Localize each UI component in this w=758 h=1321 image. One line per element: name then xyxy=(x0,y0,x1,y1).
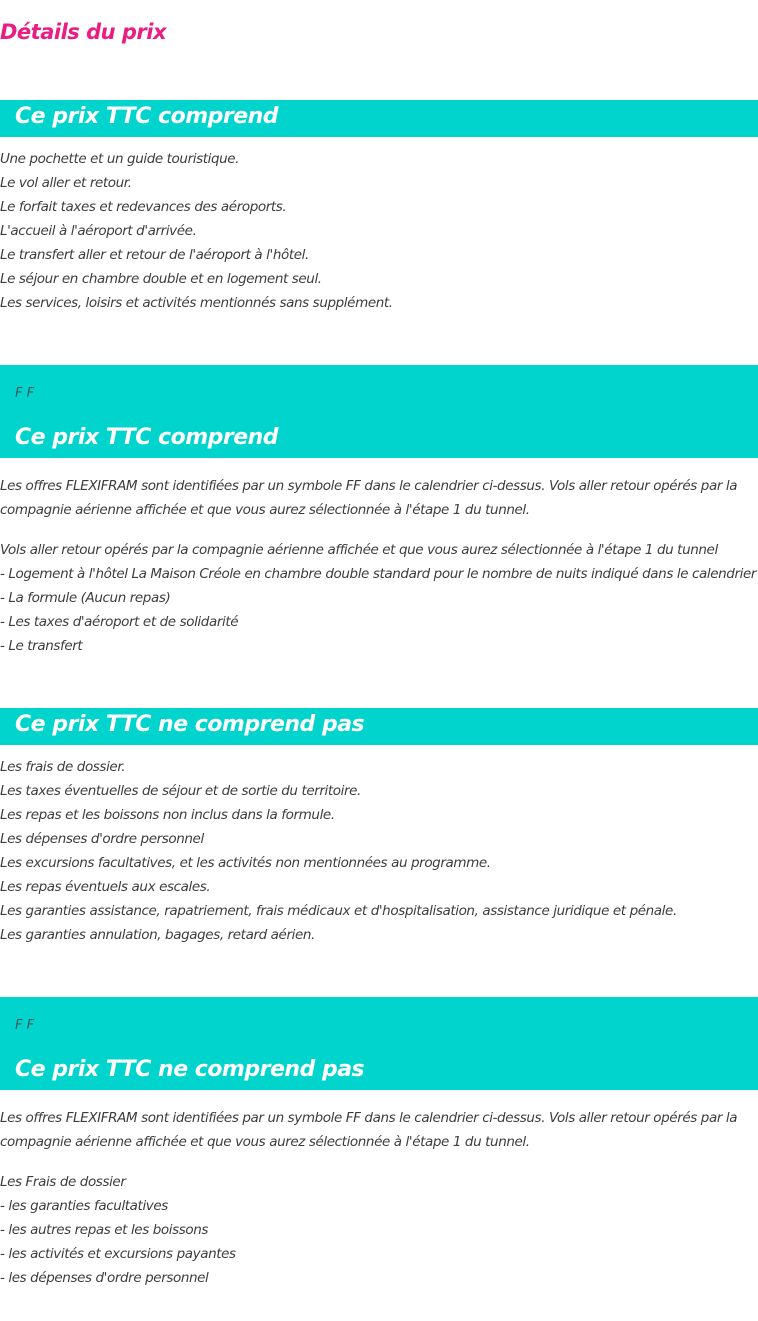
flexifram-not-included-list xyxy=(0,1170,752,1290)
list-item: - les activités et excursions payantes xyxy=(0,1246,236,1262)
list-item: Les repas et les boissons non inclus dans la formule. xyxy=(0,807,335,823)
list-item: - les dépenses d'ordre personnel xyxy=(0,1270,209,1286)
not-included-list xyxy=(0,755,752,947)
list-item: - Logement à l'hôtel La Maison Créole en chambre double standard pour le nombre de nuits indiqué dans le calendrier xyxy=(0,566,757,582)
list-item: Les garanties annulation, bagages, retard aérien. xyxy=(0,927,315,943)
section-title-flexifram-not-included: Ce prix TTC ne comprend pas xyxy=(15,1057,365,1082)
list-item: Les excursions facultatives, et les activités non mentionnées au programme. xyxy=(0,855,491,871)
list-item: Le forfait taxes et redevances des aéroports. xyxy=(0,199,287,215)
section-banner-flexifram-not-included xyxy=(0,997,758,1090)
ff-badge: F F xyxy=(15,1018,35,1033)
list-item: L'accueil à l'aéroport d'arrivée. xyxy=(0,223,197,239)
section-banner-flexifram-included xyxy=(0,365,758,458)
ff-badge: F F xyxy=(15,386,35,401)
list-item: - Les taxes d'aéroport et de solidarité xyxy=(0,614,239,630)
section-title-not-included: Ce prix TTC ne comprend pas xyxy=(15,712,365,737)
flexifram-included-list xyxy=(0,538,757,658)
list-item: Une pochette et un guide touristique. xyxy=(0,151,240,167)
list-item: Les dépenses d'ordre personnel xyxy=(0,831,204,847)
section-banner-not-included xyxy=(0,708,758,745)
list-item: - La formule (Aucun repas) xyxy=(0,590,171,606)
section-title-included: Ce prix TTC comprend xyxy=(15,104,279,129)
list-item: - Le transfert xyxy=(0,638,83,654)
included-list xyxy=(0,147,752,315)
page-title: Détails du prix xyxy=(0,20,167,44)
section-banner-included xyxy=(0,100,758,137)
list-item: Les repas éventuels aux escales. xyxy=(0,879,211,895)
list-item: - les autres repas et les boissons xyxy=(0,1222,209,1238)
list-item: Les services, loisirs et activités mentionnés sans supplément. xyxy=(0,295,393,311)
list-item: Les taxes éventuelles de séjour et de sortie du territoire. xyxy=(0,783,361,799)
list-item: Vols aller retour opérés par la compagnie aérienne affichée et que vous aurez sélectionnée à l'étape 1 du tunnel xyxy=(0,542,718,558)
flexifram-intro: Les offres FLEXIFRAM sont identifiées par un symbole FF dans le calendrier ci-dessus. Vols aller retour opérés par la compagnie aérienne affichée et que vous aurez sélectionnée à l'étape 1 du tunnel. xyxy=(0,1110,738,1150)
flexifram-intro: Les offres FLEXIFRAM sont identifiées par un symbole FF dans le calendrier ci-dessus. Vols aller retour opérés par la compagnie aérienne affichée et que vous aurez sélectionnée à l'étape 1 du tunnel. xyxy=(0,478,738,518)
list-item: Le séjour en chambre double et en logement seul. xyxy=(0,271,322,287)
list-item: Les frais de dossier. xyxy=(0,759,126,775)
list-item: Les Frais de dossier xyxy=(0,1174,126,1190)
section-title-flexifram-included: Ce prix TTC comprend xyxy=(15,425,279,450)
list-item: Les garanties assistance, rapatriement, frais médicaux et d'hospitalisation, assistance juridique et pénale. xyxy=(0,903,677,919)
list-item: - les garanties facultatives xyxy=(0,1198,168,1214)
list-item: Le vol aller et retour. xyxy=(0,175,132,191)
list-item: Le transfert aller et retour de l'aéroport à l'hôtel. xyxy=(0,247,309,263)
